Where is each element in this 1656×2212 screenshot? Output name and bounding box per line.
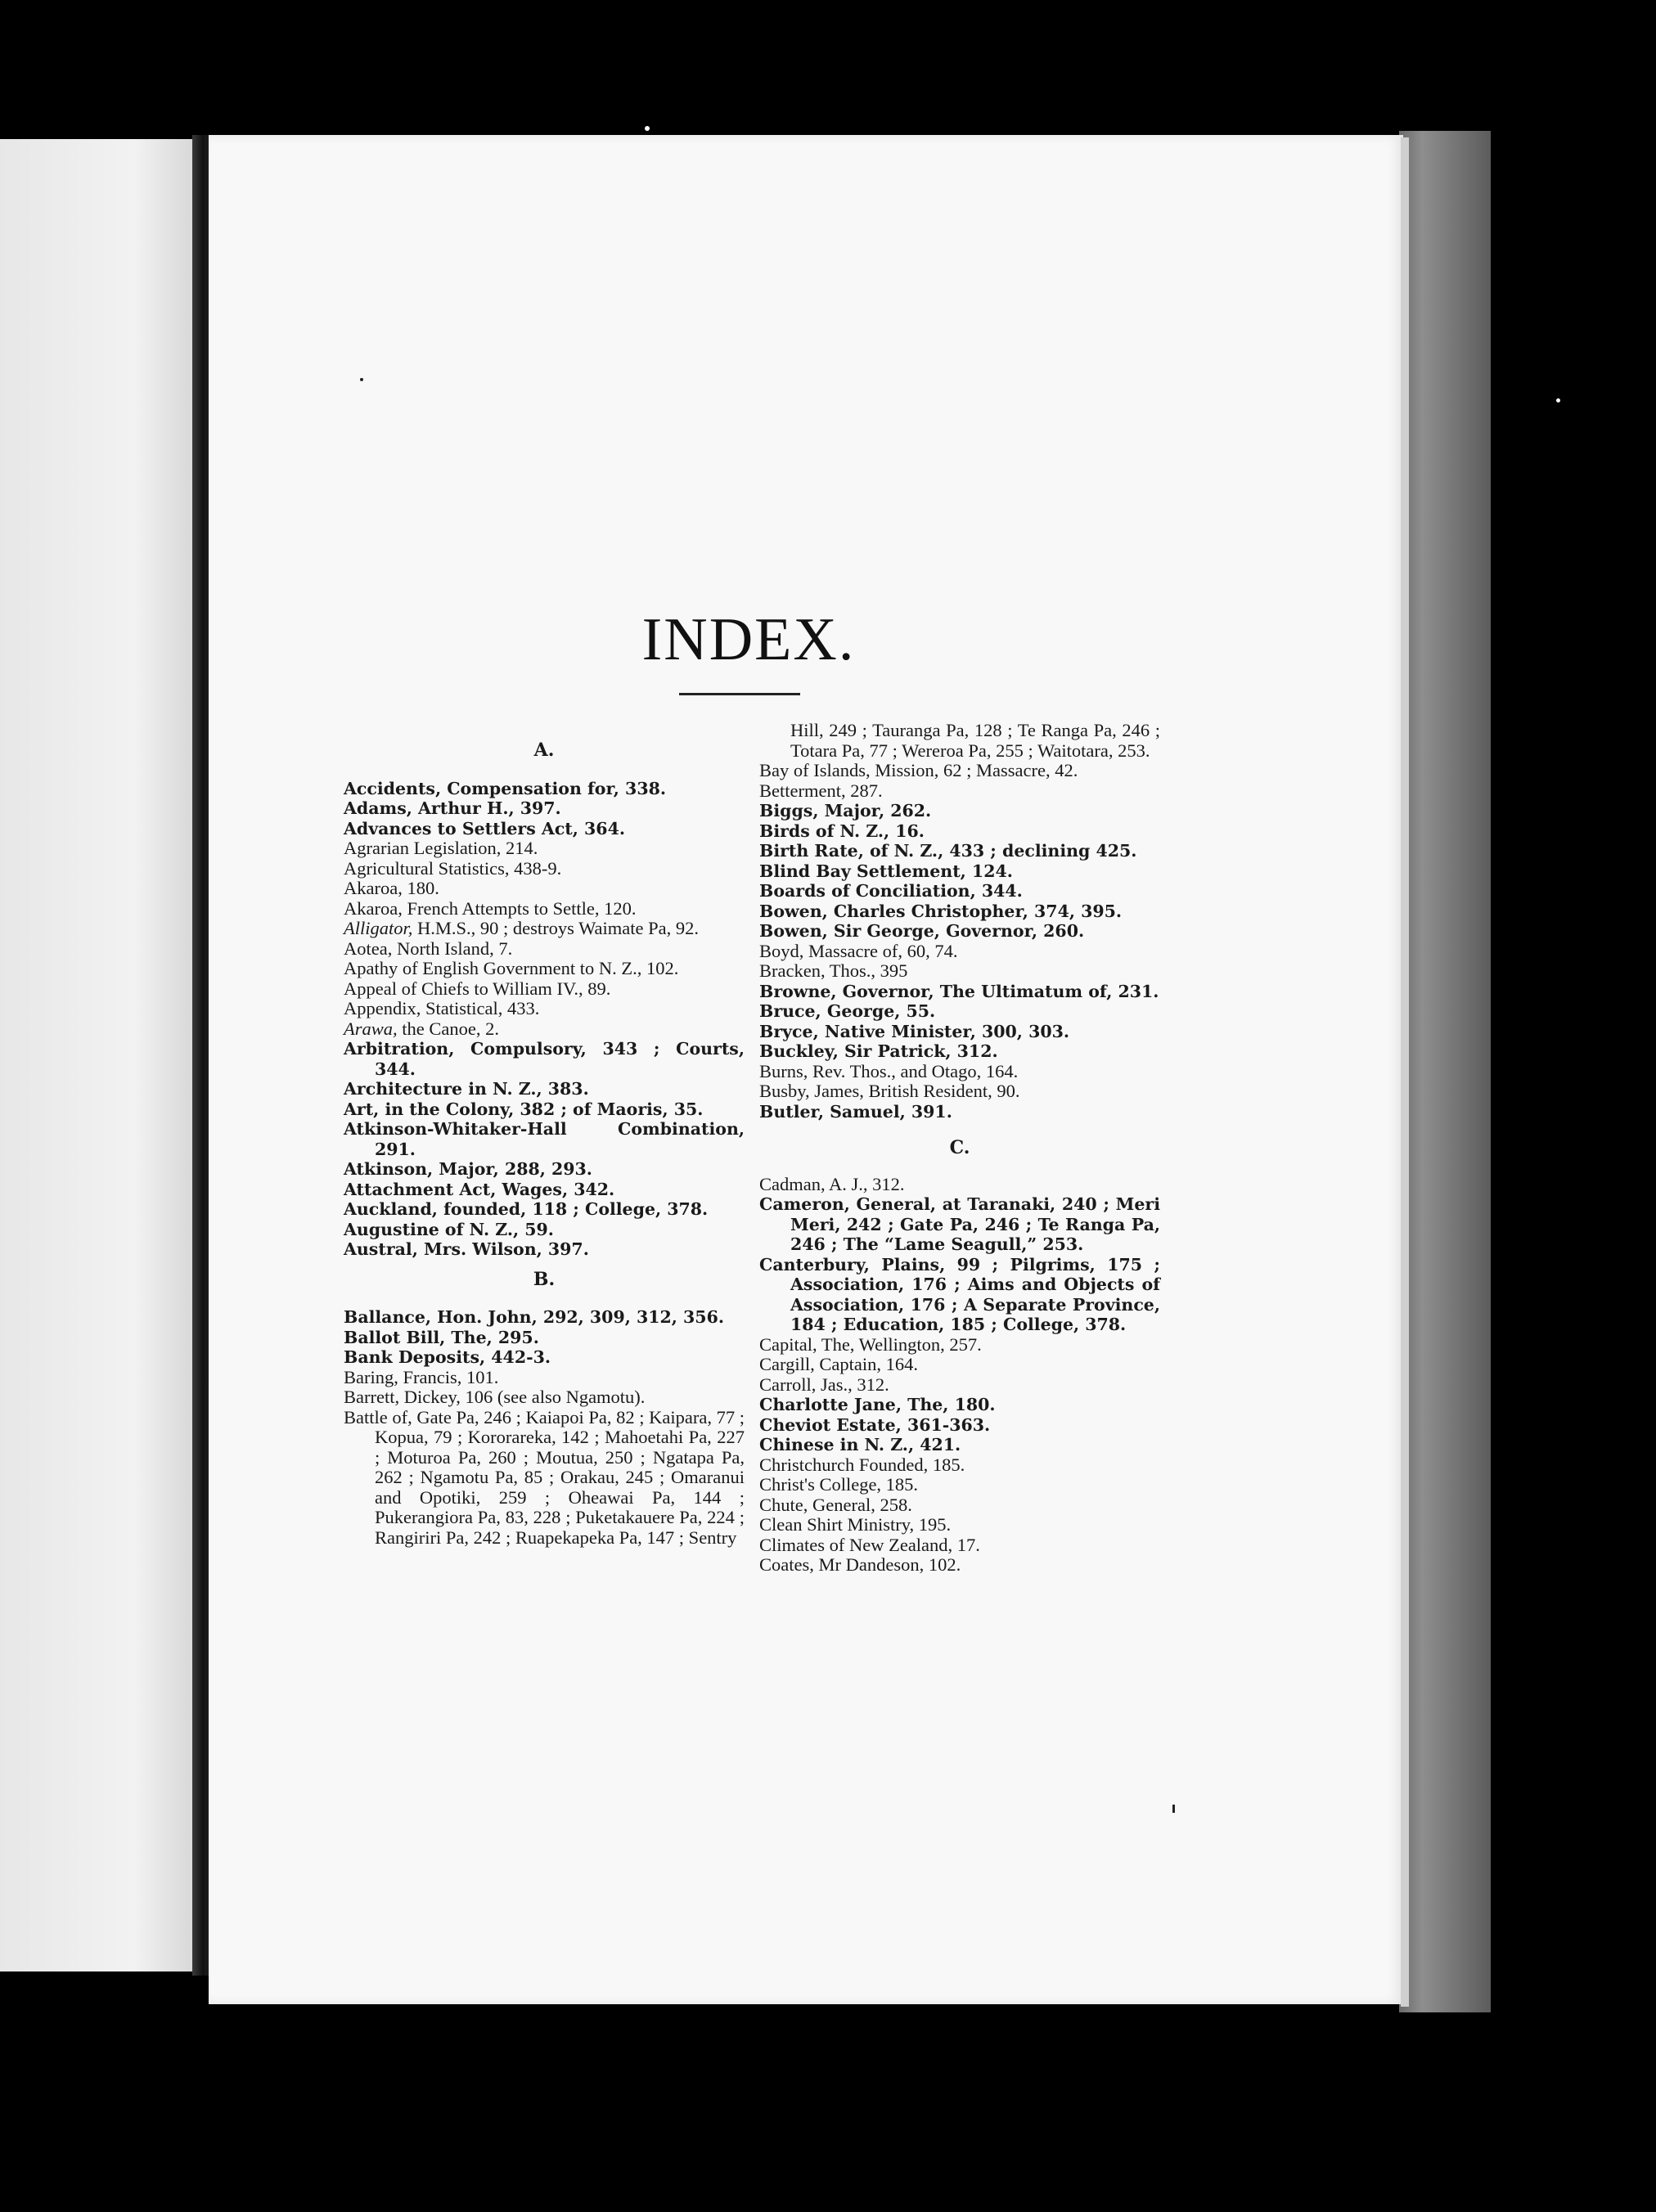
index-entry: [344, 1019, 745, 1040]
index-entry: Bank Deposits, 442-3.: [344, 1347, 551, 1367]
index-entry: Chute, General, 258.: [759, 1494, 912, 1515]
index-entry: Bruce, George, 55.: [759, 1001, 936, 1021]
index-entry: Blind Bay Settlement, 124.: [759, 861, 1013, 881]
index-entry: Auckland, founded, 118 ; College, 378.: [344, 1199, 709, 1219]
index-entry: Climates of New Zealand, 17.: [759, 1534, 980, 1555]
index-entry: Ballance, Hon. John, 292, 309, 312, 356.: [344, 1307, 724, 1327]
index-entry: Bryce, Native Minister, 300, 303.: [759, 1021, 1070, 1041]
index-entry: Coates, Mr Dandeson, 102.: [759, 1554, 961, 1575]
index-entry: Burns, Rev. Thos., and Otago, 164.: [759, 1060, 1019, 1081]
facing-page: [0, 139, 192, 1971]
index-entry: Atkinson-Whitaker-Hall Combination, 291.: [344, 1119, 745, 1159]
entry-text: H.M.S., 90 ; destroys Waimate Pa, 92.: [412, 918, 700, 938]
dust-speck: [1556, 398, 1560, 402]
entry-italic-lead: Arawa,: [344, 1018, 398, 1039]
index-entry: Buckley, Sir Patrick, 312.: [759, 1041, 998, 1061]
index-entry: Architecture in N. Z., 383.: [344, 1079, 589, 1099]
entry-italic-lead: Alligator,: [344, 918, 413, 938]
index-entry: Canterbury, Plains, 99 ; Pilgrims, 175 ; Association, 176 ; Aims and Objects of Association, 176 ; A Separate Province, 184 ; Education, 185 ; College, 378.: [759, 1254, 1160, 1334]
index-entry: Austral, Mrs. Wilson, 397.: [344, 1239, 589, 1259]
index-entry: Appendix, Statistical, 433.: [344, 998, 540, 1018]
index-entry: Accidents, Compensation for, 338.: [344, 778, 666, 798]
index-entry: Christchurch Founded, 185.: [759, 1454, 965, 1475]
index-entry: Attachment Act, Wages, 342.: [344, 1179, 615, 1199]
entry-text: the Canoe, 2.: [397, 1018, 499, 1039]
ink-speck: [360, 378, 363, 381]
index-entry: Apathy of English Government to N. Z., 102.: [344, 958, 679, 978]
index-entry: Cargill, Captain, 164.: [759, 1354, 918, 1374]
section-letter: B.: [533, 1268, 556, 1290]
index-entry: Boards of Conciliation, 344.: [759, 881, 1023, 901]
index-entry: Cheviot Estate, 361-363.: [759, 1414, 991, 1435]
index-entry: Butler, Samuel, 391.: [759, 1101, 952, 1122]
page-edge-stack: [1399, 131, 1491, 2012]
index-entry: Ballot Bill, The, 295.: [344, 1327, 539, 1347]
ink-speck: [1172, 1805, 1175, 1813]
index-entry: Birth Rate, of N. Z., 433 ; declining 425.: [759, 841, 1137, 861]
index-entry: Barrett, Dickey, 106 (see also Ngamotu).: [344, 1387, 646, 1407]
index-entry: Art, in the Colony, 382 ; of Maoris, 35.: [344, 1099, 704, 1119]
index-entry: Hill, 249 ; Tauranga Pa, 128 ; Te Ranga Pa, 246 ; Totara Pa, 77 ; Wereroa Pa, 255 ; Waitotara, 253.: [790, 720, 1160, 761]
index-entry: Browne, Governor, The Ultimatum of, 231.: [759, 981, 1159, 1001]
section-letter: C.: [949, 1137, 970, 1158]
title-rule: [679, 693, 800, 695]
index-entry: Boyd, Massacre of, 60, 74.: [759, 940, 958, 961]
index-column-right: [759, 721, 1160, 1576]
index-entry: Birds of N. Z., 16.: [759, 821, 925, 841]
index-entry: Christ's College, 185.: [759, 1474, 919, 1495]
page-title: INDEX.: [641, 606, 856, 673]
index-entry: Cameron, General, at Taranaki, 240 ; Meri Meri, 242 ; Gate Pa, 246 ; Te Ranga Pa, 246 ; The “Lame Seagull,” 253.: [759, 1194, 1160, 1254]
index-entry: Advances to Settlers Act, 364.: [344, 818, 625, 838]
index-entry: Biggs, Major, 262.: [759, 801, 932, 821]
index-entry: Agricultural Statistics, 438-9.: [344, 857, 562, 879]
index-entry: Agrarian Legislation, 214.: [344, 838, 538, 858]
index-entry: Bay of Islands, Mission, 62 ; Massacre, 42.: [759, 760, 1078, 780]
index-entry: [344, 919, 745, 939]
index-entry: Betterment, 287.: [759, 780, 883, 801]
section-letter: A.: [533, 740, 555, 761]
page-fore-edge: [1401, 137, 1409, 2007]
index-entry: Charlotte Jane, The, 180.: [759, 1395, 996, 1414]
index-entry: Baring, Francis, 101.: [344, 1366, 499, 1387]
index-entry: Battle of, Gate Pa, 246 ; Kaiapoi Pa, 82 ; Kaipara, 77 ; Kopua, 79 ; Kororareka, 142 ; Mahoetahi Pa, 227 ; Moturoa Pa, 260 ; Moutua, 250 ; Ngatapa Pa, 262 ; Ngamotu Pa, 85 ; Orakau, 245 ; Omaranui and Opotiki, 259 ; Oheawai Pa, 144 ; Pukerangiora Pa, 83, 228 ; Puketakauere Pa, 224 ; Rangiriri Pa, 242 ; Ruapekapeka Pa, 147 ; Sentry: [344, 1406, 745, 1548]
index-column-left: [344, 731, 745, 1548]
index-entry: Aotea, North Island, 7.: [344, 937, 513, 959]
index-entry: Bracken, Thos., 395: [759, 960, 908, 981]
book-gutter: [192, 135, 210, 1976]
index-entry: Atkinson, Major, 288, 293.: [344, 1159, 592, 1179]
index-entry: Chinese in N. Z., 421.: [759, 1435, 961, 1454]
index-entry: Capital, The, Wellington, 257.: [759, 1333, 982, 1355]
index-entry: Arbitration, Compulsory, 343 ; Courts, 344.: [344, 1039, 745, 1079]
index-entry: Adams, Arthur H., 397.: [344, 798, 561, 818]
index-entry: Akaroa, French Attempts to Settle, 120.: [344, 897, 637, 919]
index-entry: Bowen, Charles Christopher, 374, 395.: [759, 901, 1123, 921]
index-entry: Akaroa, 180.: [344, 878, 439, 898]
index-entry: Busby, James, British Resident, 90.: [759, 1081, 1020, 1101]
dust-speck: [645, 126, 650, 131]
index-entry: Cadman, A. J., 312.: [759, 1173, 905, 1194]
index-entry: Appeal of Chiefs to William IV., 89.: [344, 978, 611, 999]
index-entry: Augustine of N. Z., 59.: [344, 1219, 554, 1239]
index-entry: Carroll, Jas., 312.: [759, 1374, 889, 1395]
index-entry: Clean Shirt Ministry, 195.: [759, 1514, 952, 1535]
index-entry: Bowen, Sir George, Governor, 260.: [759, 921, 1085, 941]
